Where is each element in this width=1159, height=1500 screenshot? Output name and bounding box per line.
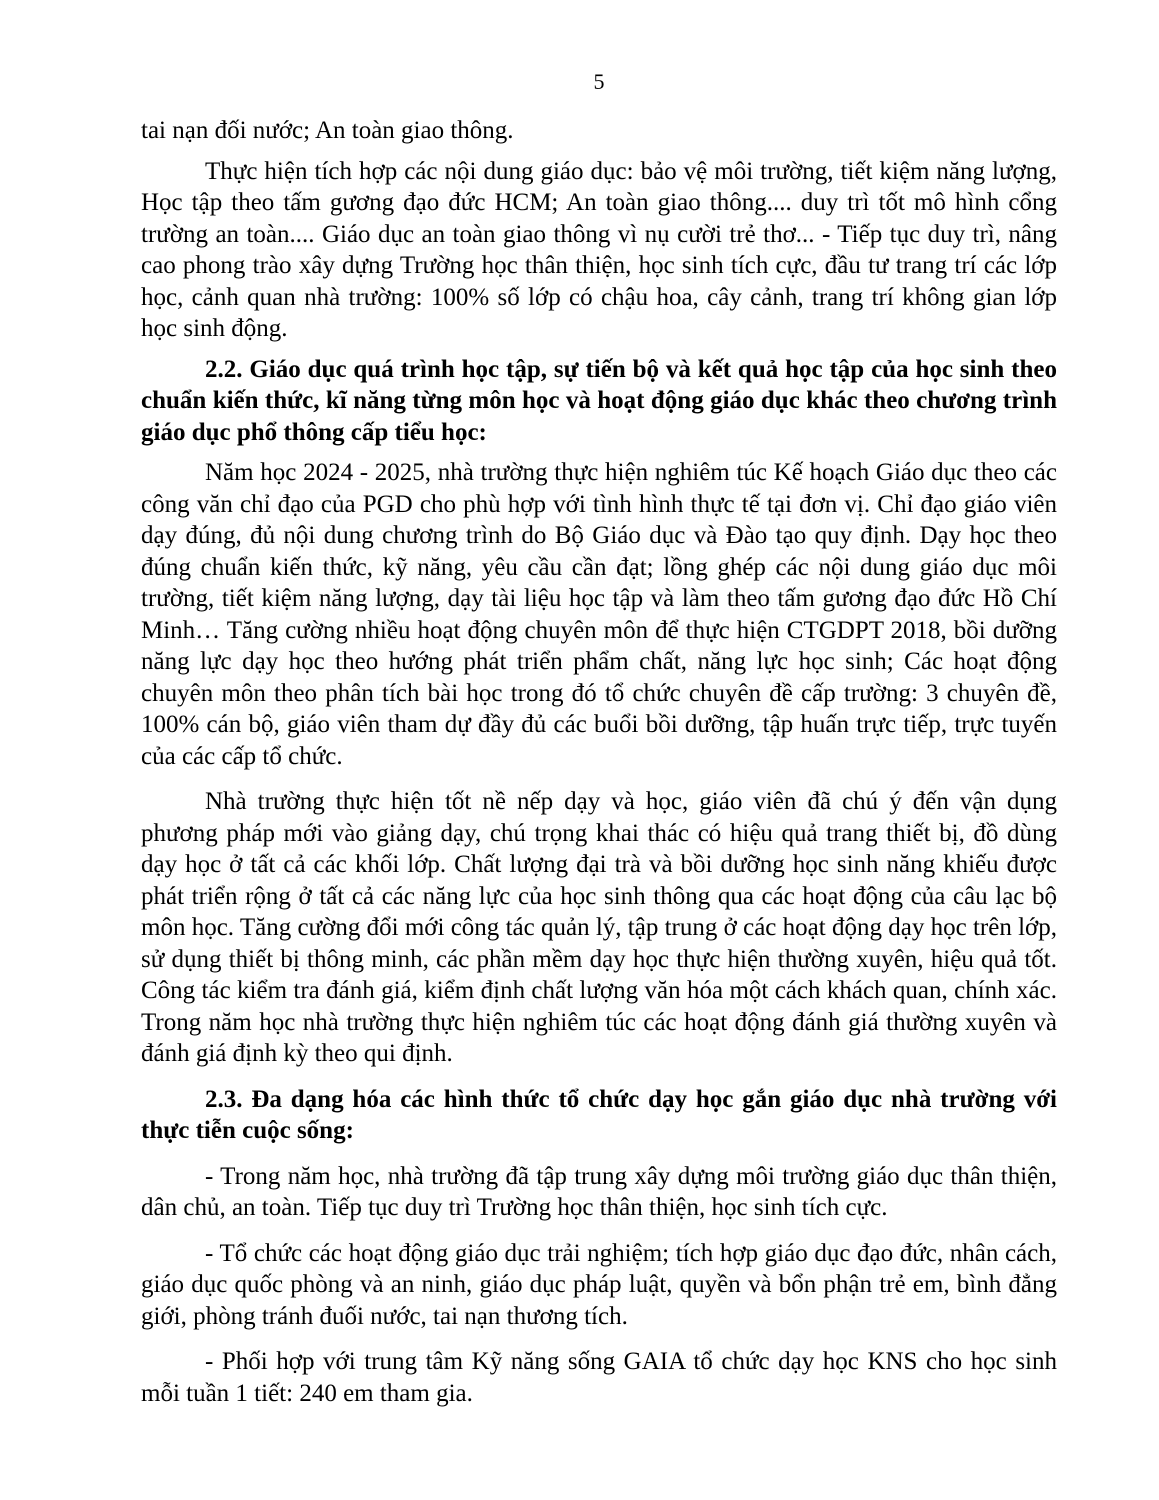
section-heading-2-3: 2.3. Đa dạng hóa các hình thức tổ chức dạy học gắn giáo dục nhà trường với thực tiễn cuộc sống: (141, 1085, 1057, 1144)
paragraph-continuation: tai nạn đối nước; An toàn giao thông. (141, 117, 514, 144)
section-heading-2-2: 2.2. Giáo dục quá trình học tập, sự tiến bộ và kết quả học tập của học sinh theo chuẩn kiến thức, kĩ năng từng môn học và hoạt động giáo dục khác theo chương trình giáo dục phổ thông cấp tiểu học: (141, 355, 1057, 446)
list-item-environment: - Trong năm học, nhà trường đã tập trung xây dựng môi trường giáo dục thân thiện, dân chủ, an toàn. Tiếp tục duy trì Trường học thân thiện, học sinh tích cực. (141, 1162, 1057, 1221)
paragraph-school-year-plan: Năm học 2024 - 2025, nhà trường thực hiện nghiêm túc Kế hoạch Giáo dục theo các công văn chỉ đạo của PGD cho phù hợp với tình hình thực tế tại đơn vị. Chỉ đạo giáo viên dạy đúng, đủ nội dung chương trình do Bộ Giáo dục và Đào tạo quy định. Dạy học theo đúng chuẩn kiến thức, kỹ năng, yêu cầu cần đạt; lồng ghép các nội dung giáo dục môi trường, tiết kiệm năng lượng, dạy tài liệu học tập và làm theo tấm gương đạo đức Hồ Chí Minh… Tăng cường nhiều hoạt động chuyên môn để thực hiện CTGDPT 2018, bồi dưỡng năng lực dạy học theo hướng phát triển phẩm chất, năng lực học sinh; Các hoạt động chuyên môn theo phân tích bài học trong đó tổ chức chuyên đề cấp trường: 3 chuyên đề, 100% cán bộ, giáo viên tham dự đầy đủ các buổi bồi dưỡng, tập huấn trực tiếp, trực tuyến của các cấp tổ chức. (141, 459, 1057, 770)
paragraph-teaching-quality: Nhà trường thực hiện tốt nề nếp dạy và học, giáo viên đã chú ý đến vận dụng phương pháp mới vào giảng dạy, chú trọng khai thác có hiệu quả trang thiết bị, đồ dùng dạy học ở tất cả các khối lớp. Chất lượng đại trà và bồi dưỡng học sinh năng khiếu được phát triển rộng ở tất cả các năng lực của học sinh thông qua các hoạt động của câu lạc bộ môn học. Tăng cường đổi mới công tác quản lý, tập trung ở các hoạt động dạy học trên lớp, sử dụng thiết bị thông minh, các phần mềm dạy học thực hiện thường xuyên, hiệu quả tốt. Công tác kiểm tra đánh giá, kiểm định chất lượng văn hóa một cách khách quan, chính xác. Trong năm học nhà trường thực hiện nghiêm túc các hoạt động đánh giá thường xuyên và đánh giá định kỳ theo qui định. (141, 788, 1057, 1067)
list-item-life-skills: - Phối hợp với trung tâm Kỹ năng sống GAIA tổ chức dạy học KNS cho học sinh mỗi tuần 1 tiết: 240 em tham gia. (141, 1348, 1057, 1407)
list-item-experiential: - Tổ chức các hoạt động giáo dục trải nghiệm; tích hợp giáo dục đạo đức, nhân cách, giáo dục quốc phòng và an ninh, giáo dục pháp luật, quyền và bổn phận trẻ em, bình đẳng giới, phòng tránh đuối nước, tai nạn thương tích. (141, 1239, 1057, 1330)
paragraph-integration: Thực hiện tích hợp các nội dung giáo dục: bảo vệ môi trường, tiết kiệm năng lượng, Học tập theo tấm gương đạo đức HCM; An toàn giao thông.... duy trì tốt mô hình cổng trường an toàn.... Giáo dục an toàn giao thông vì nụ cười trẻ thơ... - Tiếp tục duy trì, nâng cao phong trào xây dựng Trường học thân thiện, học sinh tích cực, đầu tư trang trí các lớp học, cảnh quan nhà trường: 100% số lớp có chậu hoa, cây cảnh, trang trí không gian lớp học sinh động. (141, 157, 1057, 342)
document-body (141, 115, 1057, 1409)
page-number: 5 (593, 69, 605, 94)
